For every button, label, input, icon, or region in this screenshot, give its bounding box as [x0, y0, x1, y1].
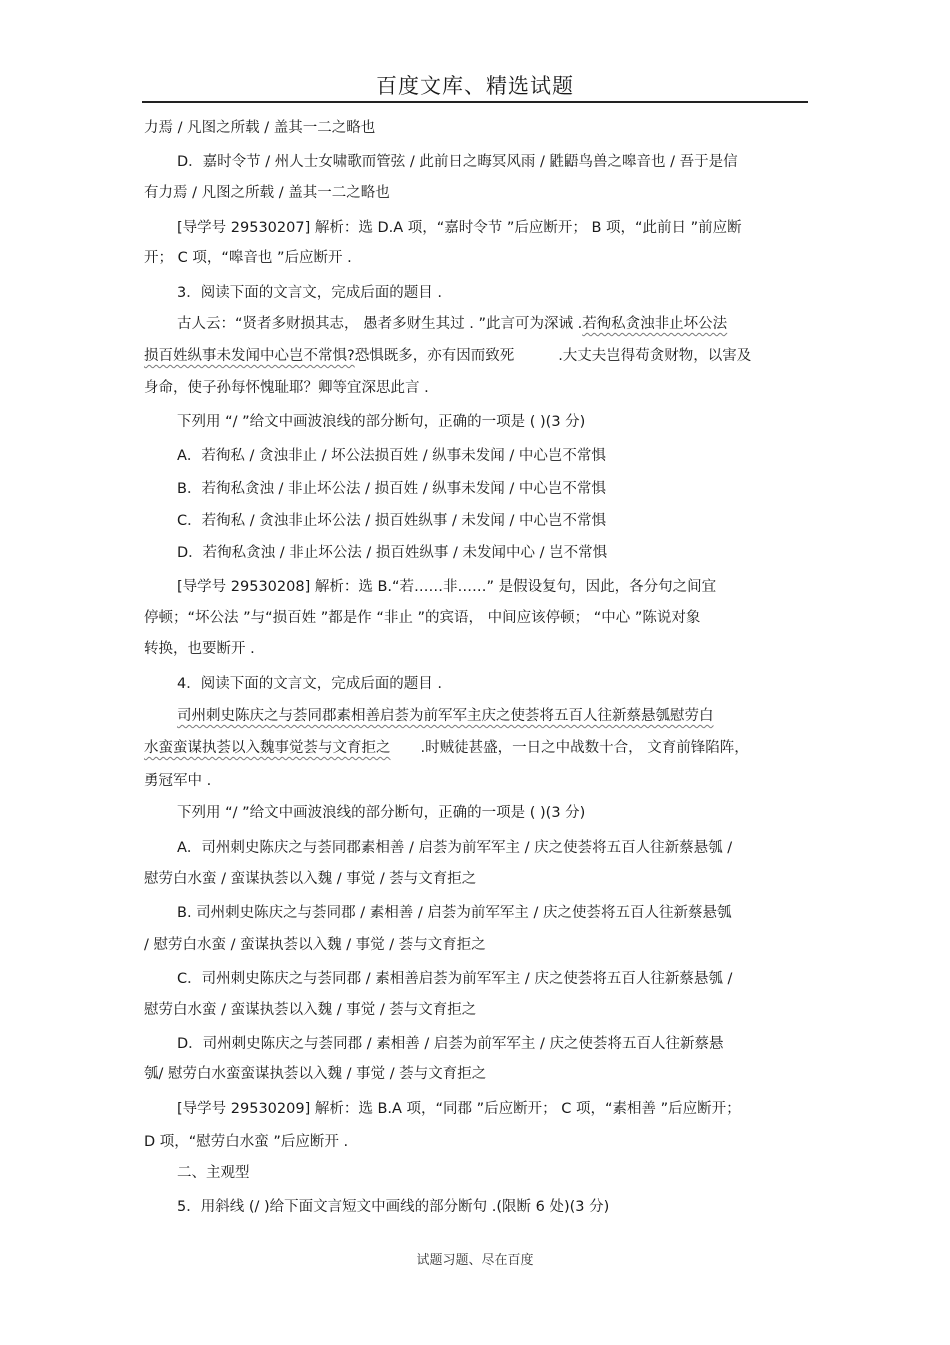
option-d-line: D．嘉时令节 / 州人士女啸歌而管弦 / 此前日之晦冥风雨 / 鼪鼯鸟兽之嗥音也 / 吾于是信 — [177, 154, 738, 170]
answer-explanation-continuation: D 项，“慰劳白水蛮 ”后应断开 . — [144, 1134, 349, 1150]
wavy-underlined-text: 损百姓纵事未发闻中心岂不常惧? — [144, 348, 355, 364]
option-d: D．司州刺史陈庆之与荟同郡 / 素相善 / 启荟为前军军主 / 庆之使荟将五百人往新蔡悬 — [177, 1036, 724, 1052]
question-stem: 下列用 “/ ”给文中画波浪线的部分断句，正确的一项是 ( )(3 分) — [177, 414, 586, 430]
option-d-continuation: 有力焉 / 凡图之所载 / 盖其一二之略也 — [144, 185, 390, 201]
passage-line — [177, 706, 714, 726]
passage-line: 勇冠军中 . — [144, 773, 212, 789]
question-3-prompt: 3．阅读下面的文言文，完成后面的题目 . — [177, 285, 442, 301]
option-d-continuation: 瓠/ 慰劳白水蛮蛮谋执荟以入魏 / 事觉 / 荟与文育拒之 — [144, 1066, 487, 1082]
option-b: B．若徇私贪浊 / 非止坏公法 / 损百姓 / 纵事未发闻 / 中心岂不常惧 — [177, 481, 606, 497]
option-a: A．司州刺史陈庆之与荟同郡素相善 / 启荟为前军军主 / 庆之使荟将五百人往新蔡悬瓠 / — [177, 840, 733, 856]
wavy-underlined-text: 水蛮蛮谋执荟以入魏事觉荟与文育拒之 — [144, 740, 391, 756]
answer-explanation-continuation: 停顿；“坏公法 ”与“损百姓 ”都是作 “非止 ”的宾语， 中间应该停顿； “中心 ”陈说对象 — [144, 610, 701, 626]
option-d: D．若徇私贪浊 / 非止坏公法 / 损百姓纵事 / 未发闻中心 / 岂不常惧 — [177, 545, 608, 561]
option-c: C．司州刺史陈庆之与荟同郡 / 素相善启荟为前军军主 / 庆之使荟将五百人往新蔡悬瓠 / — [177, 971, 733, 987]
option-b: B. 司州刺史陈庆之与荟同郡 / 素相善 / 启荟为前军军主 / 庆之使荟将五百人往新蔡悬瓠 — [177, 905, 732, 921]
passage-line: 身命，使子孙每怀愧耻耶？卿等宜深思此言 . — [144, 380, 429, 396]
passage-text: 古人云：“贤者多财损其志， 愚者多财生其过 . ”此言可为深诫 . — [177, 316, 583, 332]
answer-explanation-continuation: 转换，也要断开 . — [144, 641, 255, 657]
passage-line — [144, 346, 751, 366]
section-heading: 二、主观型 — [177, 1165, 250, 1181]
page-header-title: 百度文库、精选试题 — [376, 74, 574, 98]
passage-text: .大丈夫岂得苟贪财物，以害及 — [558, 348, 752, 364]
question-5-prompt: 5．用斜线 (/ )给下面文言短文中画线的部分断句 .(限断 6 处)(3 分) — [177, 1199, 610, 1215]
question-stem: 下列用 “/ ”给文中画波浪线的部分断句，正确的一项是 ( )(3 分) — [177, 805, 586, 821]
option-a-continuation: 慰劳白水蛮 / 蛮谋执荟以入魏 / 事觉 / 荟与文育拒之 — [144, 871, 477, 887]
option-c: C．若徇私 / 贪浊非止坏公法 / 损百姓纵事 / 未发闻 / 中心岂不常惧 — [177, 513, 607, 529]
option-c-continuation: 慰劳白水蛮 / 蛮谋执荟以入魏 / 事觉 / 荟与文育拒之 — [144, 1002, 477, 1018]
passage-text: 恐惧既多，亦有因而致死 — [354, 348, 515, 364]
option-a: A．若徇私 / 贪浊非止 / 坏公法损百姓 / 纵事未发闻 / 中心岂不常惧 — [177, 448, 606, 464]
passage-line — [144, 738, 749, 758]
answer-explanation: [导学号 29530207] 解析：选 D.A 项，“嘉时令节 ”后应断开； B 项，“此前日 ”前应断 — [177, 220, 742, 236]
answer-explanation-continuation: 开； C 项，“嗥音也 ”后应断开 . — [144, 250, 352, 266]
passage-text: .时贼徒甚盛，一日之中战数十合， 文育前锋陷阵， — [420, 740, 749, 756]
header-divider — [142, 101, 808, 103]
question-4-prompt: 4．阅读下面的文言文，完成后面的题目 . — [177, 676, 442, 692]
page-footer: 试题习题、尽在百度 — [416, 1253, 534, 1268]
answer-explanation: [导学号 29530209] 解析：选 B.A 项，“同郡 ”后应断开； C 项，“素相善 ”后应断开； — [177, 1101, 741, 1117]
wavy-underlined-text: 若徇私贪浊非止坏公法 — [582, 316, 728, 332]
option-b-continuation: / 慰劳白水蛮 / 蛮谋执荟以入魏 / 事觉 / 荟与文育拒之 — [144, 937, 486, 953]
text-line: 力焉 / 凡图之所载 / 盖其一二之略也 — [144, 120, 376, 136]
wavy-underlined-text: 司州刺史陈庆之与荟同郡素相善启荟为前军军主庆之使荟将五百人往新蔡悬瓠慰劳白 — [177, 708, 714, 724]
passage-line — [177, 314, 727, 334]
answer-explanation: [导学号 29530208] 解析：选 B.“若……非……” 是假设复句，因此，各分句之间宜 — [177, 579, 717, 595]
